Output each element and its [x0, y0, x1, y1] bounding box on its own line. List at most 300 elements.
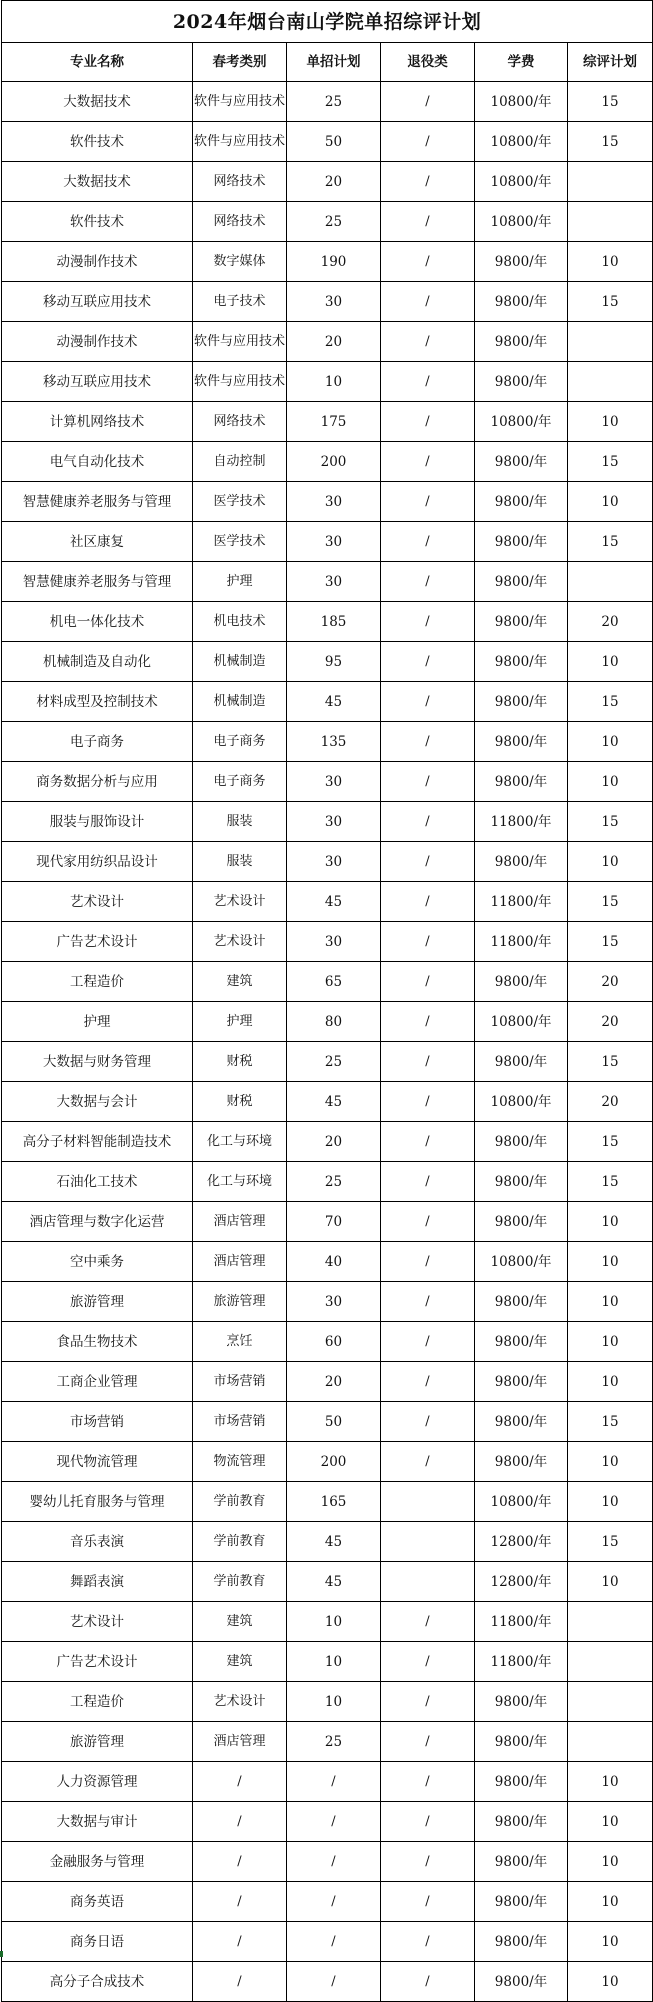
category-cell: /	[193, 1882, 287, 1922]
table-row	[2, 82, 653, 122]
comprehensive-plan-cell: 10	[568, 1242, 653, 1282]
single-plan-cell: 30	[287, 282, 381, 322]
category-cell: 酒店管理	[193, 1202, 287, 1242]
comprehensive-plan-cell: 10	[568, 1282, 653, 1322]
comprehensive-plan-cell	[568, 362, 653, 402]
category-cell: 机电技术	[193, 602, 287, 642]
table-row	[2, 122, 653, 162]
major-cell: 大数据技术	[2, 82, 193, 122]
comprehensive-plan-cell: 15	[568, 802, 653, 842]
tuition-cell: 9800/年	[475, 602, 568, 642]
veteran-cell: /	[381, 642, 475, 682]
veteran-cell: /	[381, 482, 475, 522]
table-row	[2, 882, 653, 922]
veteran-cell: /	[381, 922, 475, 962]
single-plan-cell: 25	[287, 1162, 381, 1202]
veteran-cell: /	[381, 522, 475, 562]
single-plan-cell: 30	[287, 922, 381, 962]
veteran-cell: /	[381, 282, 475, 322]
category-cell: 化工与环境	[193, 1162, 287, 1202]
table-row	[2, 762, 653, 802]
comprehensive-plan-cell: 20	[568, 1002, 653, 1042]
single-plan-cell: 45	[287, 1522, 381, 1562]
major-cell: 大数据与财务管理	[2, 1042, 193, 1082]
category-cell: 建筑	[193, 1602, 287, 1642]
tuition-cell: 10800/年	[475, 122, 568, 162]
major-cell: 机械制造及自动化	[2, 642, 193, 682]
comprehensive-plan-cell: 20	[568, 1082, 653, 1122]
comprehensive-plan-cell	[568, 1682, 653, 1722]
veteran-cell: /	[381, 1082, 475, 1122]
tuition-cell: 11800/年	[475, 882, 568, 922]
major-cell: 艺术设计	[2, 1602, 193, 1642]
comprehensive-plan-cell	[568, 1722, 653, 1762]
single-plan-cell: 45	[287, 882, 381, 922]
major-cell: 舞蹈表演	[2, 1562, 193, 1602]
tuition-cell: 9800/年	[475, 1682, 568, 1722]
major-cell: 工程造价	[2, 1682, 193, 1722]
veteran-cell: /	[381, 1042, 475, 1082]
table-row	[2, 1442, 653, 1482]
major-cell: 旅游管理	[2, 1282, 193, 1322]
major-cell: 空中乘务	[2, 1242, 193, 1282]
category-cell: 烹饪	[193, 1322, 287, 1362]
veteran-cell: /	[381, 322, 475, 362]
major-cell: 旅游管理	[2, 1722, 193, 1762]
tuition-cell: 9800/年	[475, 242, 568, 282]
category-cell: 机械制造	[193, 642, 287, 682]
major-cell: 金融服务与管理	[2, 1842, 193, 1882]
comprehensive-plan-cell	[568, 1602, 653, 1642]
comprehensive-plan-cell: 10	[568, 722, 653, 762]
comprehensive-plan-cell: 10	[568, 482, 653, 522]
single-plan-cell: 165	[287, 1482, 381, 1522]
category-cell: /	[193, 1962, 287, 2002]
comprehensive-plan-cell: 10	[568, 842, 653, 882]
table-row	[2, 1122, 653, 1162]
single-plan-cell: /	[287, 1762, 381, 1802]
category-cell: 学前教育	[193, 1482, 287, 1522]
veteran-cell: /	[381, 1842, 475, 1882]
tuition-cell: 9800/年	[475, 962, 568, 1002]
single-plan-cell: 135	[287, 722, 381, 762]
tuition-cell: 9800/年	[475, 722, 568, 762]
veteran-cell: /	[381, 1282, 475, 1322]
tuition-cell: 10800/年	[475, 82, 568, 122]
comprehensive-plan-cell: 10	[568, 1482, 653, 1522]
veteran-cell	[381, 1482, 475, 1522]
veteran-cell: /	[381, 602, 475, 642]
table-title: 2024年烟台南山学院单招综评计划	[2, 1, 653, 43]
veteran-cell: /	[381, 1362, 475, 1402]
table-body	[2, 82, 653, 2002]
comprehensive-plan-cell: 10	[568, 242, 653, 282]
major-cell: 商务英语	[2, 1882, 193, 1922]
tuition-cell: 9800/年	[475, 282, 568, 322]
comprehensive-plan-cell: 10	[568, 1322, 653, 1362]
veteran-cell: /	[381, 362, 475, 402]
single-plan-cell: 30	[287, 482, 381, 522]
single-plan-cell: 50	[287, 1402, 381, 1442]
single-plan-cell: 20	[287, 1122, 381, 1162]
category-cell: 学前教育	[193, 1522, 287, 1562]
veteran-cell: /	[381, 1722, 475, 1762]
tuition-cell: 11800/年	[475, 802, 568, 842]
veteran-cell: /	[381, 1162, 475, 1202]
veteran-cell: /	[381, 1802, 475, 1842]
tuition-cell: 9800/年	[475, 1802, 568, 1842]
table-row	[2, 1002, 653, 1042]
major-cell: 计算机网络技术	[2, 402, 193, 442]
major-cell: 智慧健康养老服务与管理	[2, 562, 193, 602]
major-cell: 广告艺术设计	[2, 1642, 193, 1682]
comprehensive-plan-cell: 15	[568, 1042, 653, 1082]
major-cell: 动漫制作技术	[2, 322, 193, 362]
table-row	[2, 162, 653, 202]
table-row	[2, 922, 653, 962]
table-row	[2, 1522, 653, 1562]
veteran-cell: /	[381, 1242, 475, 1282]
table-row	[2, 402, 653, 442]
comprehensive-plan-cell: 10	[568, 1442, 653, 1482]
single-plan-cell: 40	[287, 1242, 381, 1282]
major-cell: 工程造价	[2, 962, 193, 1002]
single-plan-cell: 30	[287, 562, 381, 602]
category-cell: 艺术设计	[193, 1682, 287, 1722]
tuition-cell: 10800/年	[475, 402, 568, 442]
single-plan-cell: 20	[287, 162, 381, 202]
table-row	[2, 522, 653, 562]
column-header-major: 专业名称	[2, 43, 193, 82]
table-row	[2, 602, 653, 642]
column-header-category: 春考类别	[193, 43, 287, 82]
tuition-cell: 9800/年	[475, 522, 568, 562]
single-plan-cell: 200	[287, 1442, 381, 1482]
major-cell: 服装与服饰设计	[2, 802, 193, 842]
category-cell: 服装	[193, 842, 287, 882]
comprehensive-plan-cell	[568, 1642, 653, 1682]
comprehensive-plan-cell: 10	[568, 1362, 653, 1402]
category-cell: 旅游管理	[193, 1282, 287, 1322]
tuition-cell: 9800/年	[475, 1282, 568, 1322]
tuition-cell: 10800/年	[475, 202, 568, 242]
tuition-cell: 9800/年	[475, 642, 568, 682]
single-plan-cell: /	[287, 1842, 381, 1882]
table-row	[2, 682, 653, 722]
category-cell: 网络技术	[193, 202, 287, 242]
table-row	[2, 802, 653, 842]
category-cell: 物流管理	[193, 1442, 287, 1482]
veteran-cell: /	[381, 762, 475, 802]
single-plan-cell: 60	[287, 1322, 381, 1362]
comprehensive-plan-cell: 10	[568, 1802, 653, 1842]
table-row	[2, 1242, 653, 1282]
single-plan-cell: /	[287, 1882, 381, 1922]
category-cell: 网络技术	[193, 162, 287, 202]
category-cell: 护理	[193, 562, 287, 602]
tuition-cell: 11800/年	[475, 1642, 568, 1682]
table-row	[2, 1642, 653, 1682]
single-plan-cell: 175	[287, 402, 381, 442]
major-cell: 商务数据分析与应用	[2, 762, 193, 802]
tuition-cell: 9800/年	[475, 1722, 568, 1762]
comprehensive-plan-cell	[568, 562, 653, 602]
veteran-cell: /	[381, 1882, 475, 1922]
single-plan-cell: 30	[287, 842, 381, 882]
table-row	[2, 1682, 653, 1722]
category-cell: 电子技术	[193, 282, 287, 322]
tuition-cell: 9800/年	[475, 1402, 568, 1442]
tuition-cell: 9800/年	[475, 1922, 568, 1962]
major-cell: 护理	[2, 1002, 193, 1042]
major-cell: 动漫制作技术	[2, 242, 193, 282]
table-row	[2, 1362, 653, 1402]
tuition-cell: 9800/年	[475, 682, 568, 722]
tuition-cell: 9800/年	[475, 1362, 568, 1402]
comprehensive-plan-cell: 15	[568, 282, 653, 322]
table-row	[2, 1602, 653, 1642]
category-cell: 软件与应用技术	[193, 322, 287, 362]
single-plan-cell: 45	[287, 1082, 381, 1122]
tuition-cell: 9800/年	[475, 362, 568, 402]
single-plan-cell: 185	[287, 602, 381, 642]
category-cell: 医学技术	[193, 482, 287, 522]
category-cell: 市场营销	[193, 1362, 287, 1402]
veteran-cell: /	[381, 122, 475, 162]
veteran-cell: /	[381, 442, 475, 482]
category-cell: 软件与应用技术	[193, 82, 287, 122]
comprehensive-plan-cell: 15	[568, 682, 653, 722]
category-cell: 艺术设计	[193, 922, 287, 962]
single-plan-cell: 30	[287, 1282, 381, 1322]
single-plan-cell: 45	[287, 682, 381, 722]
veteran-cell: /	[381, 242, 475, 282]
major-cell: 高分子合成技术	[2, 1962, 193, 2002]
veteran-cell: /	[381, 1402, 475, 1442]
column-header-comprehensive-plan: 综评计划	[568, 43, 653, 82]
tuition-cell: 10800/年	[475, 1242, 568, 1282]
category-cell: 数字媒体	[193, 242, 287, 282]
tuition-cell: 9800/年	[475, 1162, 568, 1202]
table-row	[2, 1082, 653, 1122]
table-row	[2, 1202, 653, 1242]
major-cell: 智慧健康养老服务与管理	[2, 482, 193, 522]
comprehensive-plan-cell: 15	[568, 1122, 653, 1162]
table-row	[2, 562, 653, 602]
major-cell: 大数据技术	[2, 162, 193, 202]
major-cell: 移动互联应用技术	[2, 282, 193, 322]
veteran-cell: /	[381, 842, 475, 882]
major-cell: 商务日语	[2, 1922, 193, 1962]
major-cell: 高分子材料智能制造技术	[2, 1122, 193, 1162]
tuition-cell: 12800/年	[475, 1562, 568, 1602]
veteran-cell	[381, 1562, 475, 1602]
tuition-cell: 10800/年	[475, 1002, 568, 1042]
major-cell: 现代家用纺织品设计	[2, 842, 193, 882]
comprehensive-plan-cell: 10	[568, 1962, 653, 2002]
table-row	[2, 1802, 653, 1842]
single-plan-cell: 30	[287, 762, 381, 802]
major-cell: 电子商务	[2, 722, 193, 762]
category-cell: 网络技术	[193, 402, 287, 442]
single-plan-cell: 190	[287, 242, 381, 282]
comprehensive-plan-cell: 15	[568, 1162, 653, 1202]
table-row	[2, 1562, 653, 1602]
veteran-cell: /	[381, 1682, 475, 1722]
table-row	[2, 242, 653, 282]
comprehensive-plan-cell: 15	[568, 922, 653, 962]
major-cell: 现代物流管理	[2, 1442, 193, 1482]
major-cell: 广告艺术设计	[2, 922, 193, 962]
single-plan-cell: 45	[287, 1562, 381, 1602]
table-row	[2, 362, 653, 402]
single-plan-cell: 10	[287, 1682, 381, 1722]
tuition-cell: 9800/年	[475, 1842, 568, 1882]
table-row	[2, 722, 653, 762]
comprehensive-plan-cell	[568, 162, 653, 202]
veteran-cell: /	[381, 1642, 475, 1682]
major-cell: 石油化工技术	[2, 1162, 193, 1202]
comprehensive-plan-cell: 10	[568, 642, 653, 682]
category-cell: 软件与应用技术	[193, 122, 287, 162]
table-row	[2, 1762, 653, 1802]
single-plan-cell: 65	[287, 962, 381, 1002]
table-row	[2, 1842, 653, 1882]
column-header-tuition: 学费	[475, 43, 568, 82]
veteran-cell: /	[381, 1922, 475, 1962]
category-cell: 软件与应用技术	[193, 362, 287, 402]
major-cell: 工商企业管理	[2, 1362, 193, 1402]
major-cell: 婴幼儿托育服务与管理	[2, 1482, 193, 1522]
column-header-single-plan: 单招计划	[287, 43, 381, 82]
table-row	[2, 1722, 653, 1762]
veteran-cell	[381, 1522, 475, 1562]
comprehensive-plan-cell: 15	[568, 82, 653, 122]
tuition-cell: 9800/年	[475, 442, 568, 482]
major-cell: 市场营销	[2, 1402, 193, 1442]
comprehensive-plan-cell: 10	[568, 762, 653, 802]
category-cell: 建筑	[193, 1642, 287, 1682]
tuition-cell: 12800/年	[475, 1522, 568, 1562]
veteran-cell: /	[381, 682, 475, 722]
table-row	[2, 1042, 653, 1082]
single-plan-cell: 10	[287, 1602, 381, 1642]
single-plan-cell: 25	[287, 1042, 381, 1082]
single-plan-cell: 25	[287, 82, 381, 122]
veteran-cell: /	[381, 1762, 475, 1802]
table-row	[2, 482, 653, 522]
category-cell: 电子商务	[193, 762, 287, 802]
single-plan-cell: 10	[287, 1642, 381, 1682]
cell-fill-handle	[0, 1951, 3, 1957]
table-row	[2, 1282, 653, 1322]
category-cell: 电子商务	[193, 722, 287, 762]
major-cell: 大数据与审计	[2, 1802, 193, 1842]
tuition-cell: 10800/年	[475, 1482, 568, 1522]
tuition-cell: 9800/年	[475, 562, 568, 602]
single-plan-cell: 25	[287, 1722, 381, 1762]
comprehensive-plan-cell: 10	[568, 1562, 653, 1602]
comprehensive-plan-cell: 10	[568, 1202, 653, 1242]
category-cell: 财税	[193, 1042, 287, 1082]
category-cell: 自动控制	[193, 442, 287, 482]
category-cell: 服装	[193, 802, 287, 842]
single-plan-cell: /	[287, 1802, 381, 1842]
comprehensive-plan-cell: 10	[568, 402, 653, 442]
comprehensive-plan-cell: 20	[568, 962, 653, 1002]
category-cell: 财税	[193, 1082, 287, 1122]
major-cell: 机电一体化技术	[2, 602, 193, 642]
tuition-cell: 9800/年	[475, 1122, 568, 1162]
tuition-cell: 9800/年	[475, 482, 568, 522]
single-plan-cell: 30	[287, 522, 381, 562]
comprehensive-plan-cell: 10	[568, 1842, 653, 1882]
category-cell: 酒店管理	[193, 1242, 287, 1282]
category-cell: /	[193, 1842, 287, 1882]
comprehensive-plan-cell: 15	[568, 1522, 653, 1562]
tuition-cell: 10800/年	[475, 162, 568, 202]
category-cell: 护理	[193, 1002, 287, 1042]
table-row	[2, 1922, 653, 1962]
tuition-cell: 9800/年	[475, 762, 568, 802]
category-cell: 建筑	[193, 962, 287, 1002]
veteran-cell: /	[381, 202, 475, 242]
table-row	[2, 1882, 653, 1922]
table-row	[2, 322, 653, 362]
veteran-cell: /	[381, 882, 475, 922]
single-plan-cell: 20	[287, 322, 381, 362]
single-plan-cell: 30	[287, 802, 381, 842]
tuition-cell: 11800/年	[475, 922, 568, 962]
single-plan-cell: 95	[287, 642, 381, 682]
comprehensive-plan-cell: 15	[568, 882, 653, 922]
veteran-cell: /	[381, 162, 475, 202]
veteran-cell: /	[381, 1322, 475, 1362]
comprehensive-plan-cell: 20	[568, 602, 653, 642]
major-cell: 软件技术	[2, 122, 193, 162]
tuition-cell: 9800/年	[475, 1442, 568, 1482]
comprehensive-plan-cell	[568, 322, 653, 362]
table-row	[2, 1482, 653, 1522]
veteran-cell: /	[381, 1442, 475, 1482]
single-plan-cell: 80	[287, 1002, 381, 1042]
comprehensive-plan-cell: 10	[568, 1922, 653, 1962]
major-cell: 音乐表演	[2, 1522, 193, 1562]
single-plan-cell: 200	[287, 442, 381, 482]
category-cell: 化工与环境	[193, 1122, 287, 1162]
tuition-cell: 11800/年	[475, 1602, 568, 1642]
header-row	[2, 43, 653, 82]
major-cell: 艺术设计	[2, 882, 193, 922]
single-plan-cell: 10	[287, 362, 381, 402]
comprehensive-plan-cell: 15	[568, 1402, 653, 1442]
category-cell: /	[193, 1802, 287, 1842]
tuition-cell: 9800/年	[475, 1962, 568, 2002]
comprehensive-plan-cell: 10	[568, 1762, 653, 1802]
veteran-cell: /	[381, 1602, 475, 1642]
major-cell: 酒店管理与数字化运营	[2, 1202, 193, 1242]
table-row	[2, 1402, 653, 1442]
tuition-cell: 9800/年	[475, 1322, 568, 1362]
major-cell: 电气自动化技术	[2, 442, 193, 482]
table-row	[2, 442, 653, 482]
major-cell: 材料成型及控制技术	[2, 682, 193, 722]
veteran-cell: /	[381, 1962, 475, 2002]
veteran-cell: /	[381, 1202, 475, 1242]
single-plan-cell: 70	[287, 1202, 381, 1242]
table-row	[2, 1322, 653, 1362]
single-plan-cell: /	[287, 1922, 381, 1962]
